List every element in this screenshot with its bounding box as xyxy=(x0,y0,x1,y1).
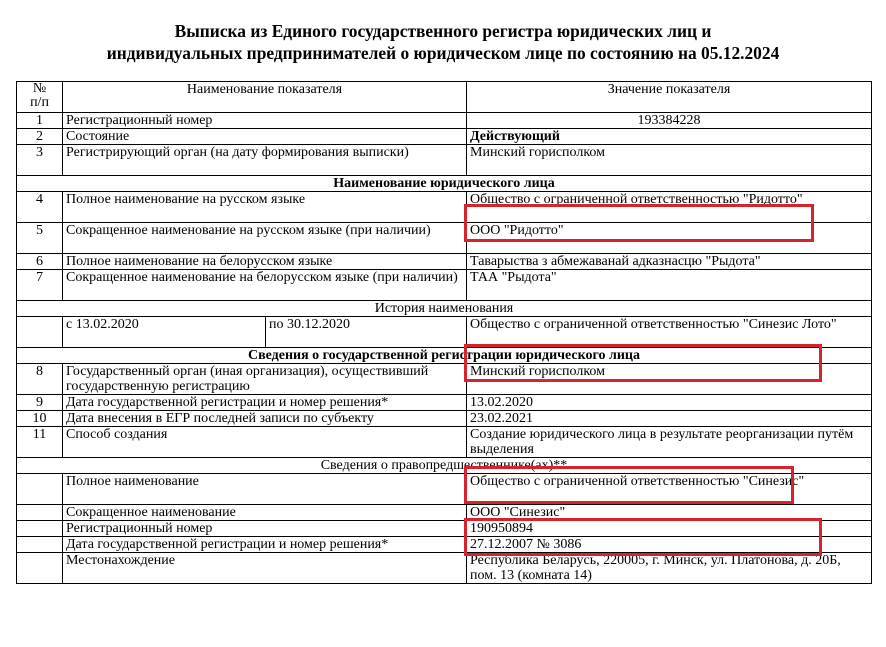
table-row xyxy=(17,395,872,411)
section-title-predecessor: Сведения о правопредшественнике(ах)** xyxy=(17,458,872,474)
predecessor-full-name-value: Общество с ограниченной ответственностью "Синезис" xyxy=(467,474,872,505)
row-label: Сокращенное наименование на белорусском языке (при наличии) xyxy=(63,270,467,301)
row-value: Республика Беларусь, 220005, г. Минск, ул. Платонова, д. 20Б, пом. 13 (комната 14) xyxy=(467,553,872,584)
row-label: Полное наименование xyxy=(63,474,467,505)
row-label: Регистрационный номер xyxy=(63,521,467,537)
section-title-history: История наименования xyxy=(17,301,872,317)
title-line-1: Выписка из Единого государственного регистра юридических лиц и xyxy=(174,21,712,41)
row-num: 3 xyxy=(17,145,63,176)
table-row xyxy=(17,113,872,129)
row-num xyxy=(17,553,63,584)
table-row xyxy=(17,521,872,537)
registry-table xyxy=(16,81,872,584)
row-num: 6 xyxy=(17,254,63,270)
section-row xyxy=(17,348,872,364)
row-num xyxy=(17,474,63,505)
full-name-ru-value: Общество с ограниченной ответственностью "Ридотто" xyxy=(467,192,872,223)
table-row xyxy=(17,427,872,458)
row-label: Дата государственной регистрации и номер решения* xyxy=(63,395,467,411)
row-label: Регистрационный номер xyxy=(63,113,467,129)
row-value: ТАА "Рыдота" xyxy=(467,270,872,301)
table-row xyxy=(17,537,872,553)
row-value: 190950894 xyxy=(467,521,872,537)
row-num: 5 xyxy=(17,223,63,254)
row-num xyxy=(17,521,63,537)
row-value: 23.02.2021 xyxy=(467,411,872,427)
row-label: Сокращенное наименование xyxy=(63,505,467,521)
row-label: Сокращенное наименование на русском языке (при наличии) xyxy=(63,223,467,254)
row-label: Регистрирующий орган (на дату формирования выписки) xyxy=(63,145,467,176)
row-label: Состояние xyxy=(63,129,467,145)
row-label: Дата внесения в ЕГР последней записи по субъекту xyxy=(63,411,467,427)
section-title-registration: Сведения о государственной регистрации юридического лица xyxy=(17,348,872,364)
table-row xyxy=(17,145,872,176)
row-value: 27.12.2007 № 3086 xyxy=(467,537,872,553)
header-indicator: Наименование показателя xyxy=(63,82,467,113)
table-header-row xyxy=(17,82,872,113)
table-row xyxy=(17,411,872,427)
history-value: Общество с ограниченной ответственностью "Синезис Лото" xyxy=(467,317,872,348)
row-value: 193384228 xyxy=(467,113,872,129)
history-num xyxy=(17,317,63,348)
header-num: № п/п xyxy=(17,82,63,113)
row-value: 13.02.2020 xyxy=(467,395,872,411)
table-row xyxy=(17,270,872,301)
table-row xyxy=(17,553,872,584)
row-label: Полное наименование на русском языке xyxy=(63,192,467,223)
row-num: 10 xyxy=(17,411,63,427)
row-label: Дата государственной регистрации и номер решения* xyxy=(63,537,467,553)
history-row xyxy=(17,317,872,348)
row-num: 9 xyxy=(17,395,63,411)
history-to: по 30.12.2020 xyxy=(266,317,467,348)
row-num xyxy=(17,537,63,553)
table-row xyxy=(17,474,872,505)
status-value: Действующий xyxy=(467,129,872,145)
row-num xyxy=(17,505,63,521)
row-num: 2 xyxy=(17,129,63,145)
row-value: ООО "Синезис" xyxy=(467,505,872,521)
row-value: Минский горисполком xyxy=(467,364,872,395)
row-num: 11 xyxy=(17,427,63,458)
section-row xyxy=(17,458,872,474)
row-num: 8 xyxy=(17,364,63,395)
header-value: Значение показателя xyxy=(467,82,872,113)
section-row xyxy=(17,301,872,317)
row-label: Способ создания xyxy=(63,427,467,458)
title-line-2: индивидуальных предпринимателей о юридическом лице по состоянию на 05.12.2024 xyxy=(106,43,780,63)
table-row xyxy=(17,364,872,395)
row-num: 7 xyxy=(17,270,63,301)
document-title xyxy=(0,20,886,64)
row-value: Минский горисполком xyxy=(467,145,872,176)
table-row xyxy=(17,223,872,254)
table-row xyxy=(17,129,872,145)
history-from: с 13.02.2020 xyxy=(63,317,266,348)
table-row xyxy=(17,505,872,521)
row-num: 4 xyxy=(17,192,63,223)
row-label: Местонахождение xyxy=(63,553,467,584)
table-row xyxy=(17,192,872,223)
row-label: Государственный орган (иная организация), осуществивший государственную регистрацию xyxy=(63,364,467,395)
row-num: 1 xyxy=(17,113,63,129)
section-title-name: Наименование юридического лица xyxy=(17,176,872,192)
creation-method-value: Создание юридического лица в результате реорганизации путём выделения xyxy=(467,427,872,458)
row-value: Таварыства з абмежаванай адказнасцю "Рыдота" xyxy=(467,254,872,270)
table-row xyxy=(17,254,872,270)
row-label: Полное наименование на белорусском языке xyxy=(63,254,467,270)
section-row xyxy=(17,176,872,192)
row-value: ООО "Ридотто" xyxy=(467,223,872,254)
